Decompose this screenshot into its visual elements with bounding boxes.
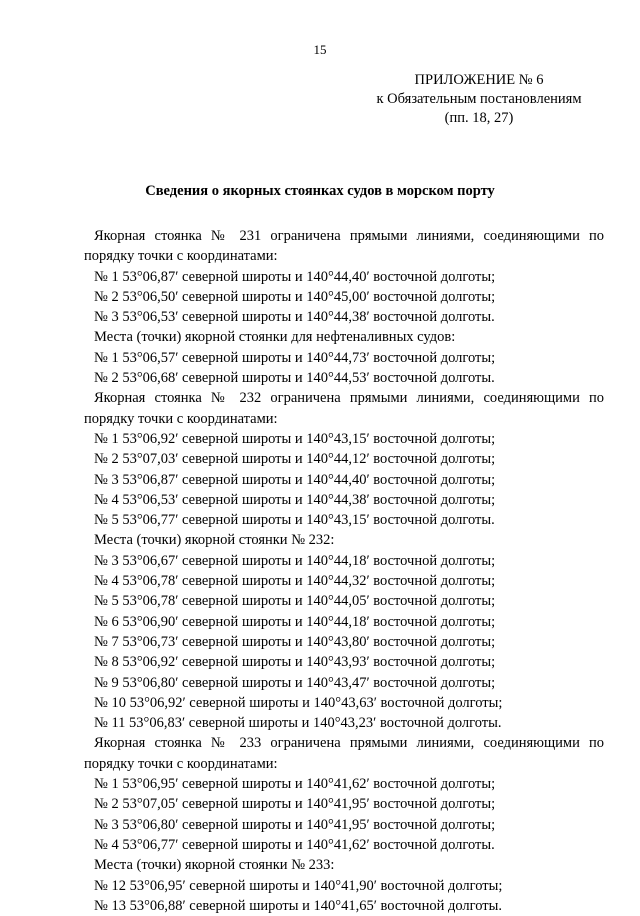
text-line: № 2 53°07,05′ северной широты и 140°41,95′ восточной долготы; [94,796,496,813]
text-line: № 1 53°06,92′ северной широты и 140°43,15′ восточной долготы; [94,430,496,447]
document-body [84,226,604,916]
text-line: № 2 53°06,68′ северной широты и 140°44,53′ восточной долготы. [94,370,495,387]
appendix-header [364,71,594,128]
text-line: порядку точки с координатами: [84,248,278,265]
text-line: Места (точки) якорной стоянки № 232: [94,532,335,549]
text-line: Места (точки) якорной стоянки для нефтеналивных судов: [94,329,456,346]
text-line: порядку точки с координатами: [84,755,278,772]
appendix-reference: (пп. 18, 27) [444,110,514,126]
page-number: 15 [313,42,327,57]
text-line: № 4 53°06,78′ северной широты и 140°44,32′ восточной долготы; [94,573,496,590]
document-title: Сведения о якорных стоянках судов в морском порту [145,183,495,199]
text-line: Места (точки) якорной стоянки № 233: [94,857,335,874]
text-line: Якорная стоянка № 233 ограничена прямыми линиями, соединяющими по [94,735,604,752]
text-line: № 4 53°06,77′ северной широты и 140°41,62′ восточной долготы. [94,836,495,853]
text-line: Якорная стоянка № 232 ограничена прямыми линиями, соединяющими по [94,390,604,407]
text-line: Якорная стоянка № 231 ограничена прямыми линиями, соединяющими по [94,228,604,244]
appendix-title: ПРИЛОЖЕНИЕ № 6 [414,72,544,88]
text-line: порядку точки с координатами: [84,410,278,427]
text-line: № 1 53°06,57′ северной широты и 140°44,73′ восточной долготы; [94,349,496,366]
text-line: № 4 53°06,53′ северной широты и 140°44,38′ восточной долготы; [94,491,496,508]
appendix-subtitle: к Обязательным постановлениям [376,91,582,107]
text-line: № 5 53°06,78′ северной широты и 140°44,05′ восточной долготы; [94,593,496,610]
text-line: № 1 53°06,95′ северной широты и 140°41,62′ восточной долготы; [94,776,496,793]
text-line: № 3 53°06,67′ северной широты и 140°44,18′ восточной долготы; [94,552,496,569]
text-line: № 3 53°06,53′ северной широты и 140°44,38′ восточной долготы. [94,309,495,326]
text-line: № 7 53°06,73′ северной широты и 140°43,80′ восточной долготы; [94,633,496,650]
text-line: № 6 53°06,90′ северной широты и 140°44,18′ восточной долготы; [94,613,496,630]
text-line: № 12 53°06,95′ северной широты и 140°41,90′ восточной долготы; [94,877,503,894]
text-line: № 10 53°06,92′ северной широты и 140°43,63′ восточной долготы; [94,694,503,711]
text-line: № 3 53°06,87′ северной широты и 140°44,40′ восточной долготы; [94,471,496,488]
text-line: № 8 53°06,92′ северной широты и 140°43,93′ восточной долготы; [94,654,496,671]
text-line: № 9 53°06,80′ северной широты и 140°43,47′ восточной долготы; [94,674,496,691]
text-line: № 13 53°06,88′ северной широты и 140°41,65′ восточной долготы. [94,897,503,914]
text-line: № 11 53°06,83′ северной широты и 140°43,23′ восточной долготы. [94,715,502,732]
text-line: № 1 53°06,87′ северной широты и 140°44,40′ восточной долготы; [94,268,496,285]
text-line: № 5 53°06,77′ северной широты и 140°43,15′ восточной долготы. [94,512,495,529]
text-line: № 2 53°07,03′ северной широты и 140°44,12′ восточной долготы; [94,451,496,468]
text-line: № 2 53°06,50′ северной широты и 140°45,00′ восточной долготы; [94,288,496,305]
text-line: № 3 53°06,80′ северной широты и 140°41,95′ восточной долготы; [94,816,496,833]
